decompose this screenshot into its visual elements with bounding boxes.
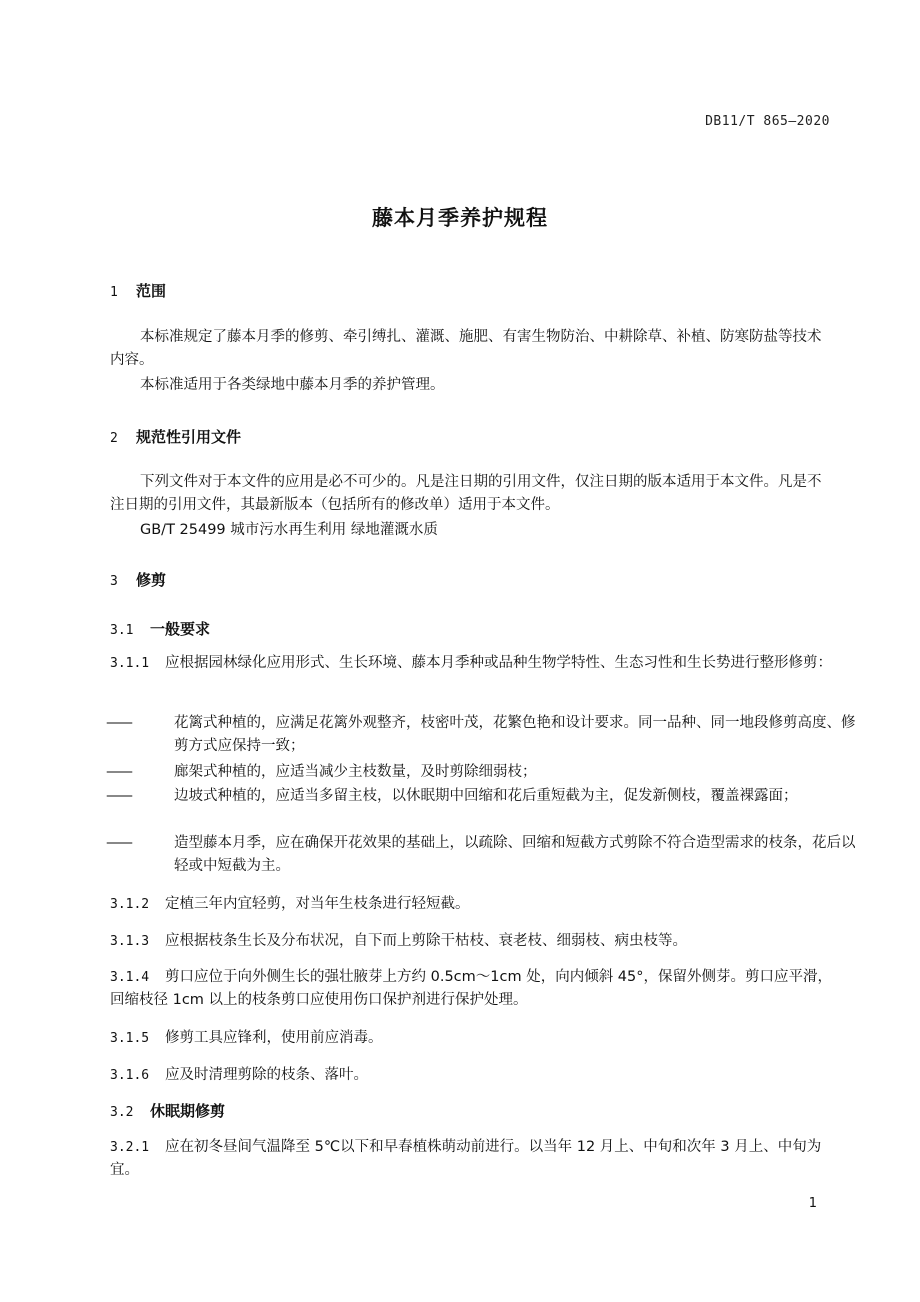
section-title: 规范性引用文件 xyxy=(136,428,242,446)
clause-3-1-2 xyxy=(110,893,832,916)
subsection-3-2-heading xyxy=(110,1100,225,1121)
clause-3-1-4 xyxy=(110,966,832,1012)
clause-text: 应根据园林绿化应用形式、生长环境、藤本月季种或品种生物学特性、生态习性和生长势进行整形修剪： xyxy=(165,655,832,671)
list-item-text: 廊架式种植的，应适当减少主枝数量，及时剪除细弱枝； xyxy=(174,764,537,780)
clause-number: 3.1.2 xyxy=(110,897,150,912)
section-number: 1 xyxy=(110,285,118,300)
dash-marker: —— xyxy=(106,835,131,851)
clause-3-1-5 xyxy=(110,1027,832,1050)
clause-3-1-3 xyxy=(110,930,832,953)
section-2-heading xyxy=(110,426,241,447)
dash-marker: —— xyxy=(106,764,131,780)
dash-marker: —— xyxy=(106,788,131,804)
section-1-paragraph-2: 本标准适用于各类绿地中藤本月季的养护管理。 xyxy=(140,377,445,393)
subsection-title: 休眠期修剪 xyxy=(150,1102,226,1120)
normative-reference: GB/T 25499 城市污水再生利用 绿地灌溉水质 xyxy=(140,522,438,538)
document-number: DB11/T 865—2020 xyxy=(705,114,830,129)
clause-text: 应根据枝条生长及分布状况，自下而上剪除干枯枝、衰老枝、细弱枝、病虫枝等。 xyxy=(165,933,687,949)
clause-text: 应及时清理剪除的枝条、落叶。 xyxy=(165,1067,368,1083)
clause-3-1-6 xyxy=(110,1064,832,1087)
section-title: 修剪 xyxy=(136,571,167,589)
clause-3-1-1 xyxy=(110,652,832,675)
section-number: 2 xyxy=(110,431,118,446)
subsection-3-1-heading xyxy=(110,618,210,639)
list-item-text: 造型藤本月季，应在确保开花效果的基础上，以疏除、回缩和短截方式剪除不符合造型需求的枝条，花后以轻或中短截为主。 xyxy=(174,835,856,874)
page-title: 藤本月季养护规程 xyxy=(372,206,548,230)
clause-number: 3.2.1 xyxy=(110,1140,150,1155)
section-2-paragraph-1: 下列文件对于本文件的应用是必不可少的。凡是注日期的引用文件，仅注日期的版本适用于本文件。凡是不注日期的引用文件，其最新版本（包括所有的修改单）适用于本文件。 xyxy=(110,474,822,513)
page-number: 1 xyxy=(808,1196,817,1211)
section-title: 范围 xyxy=(136,282,167,300)
dash-marker: —— xyxy=(106,715,131,731)
clause-number: 3.1.1 xyxy=(110,656,150,671)
list-item xyxy=(106,761,866,784)
list-item xyxy=(106,785,866,808)
clause-number: 3.1.6 xyxy=(110,1068,150,1083)
list-item-text: 边坡式种植的，应适当多留主枝，以休眠期中回缩和花后重短截为主，促发新侧枝，覆盖裸露面； xyxy=(174,788,798,804)
section-1-heading xyxy=(110,280,166,301)
clause-number: 3.1.3 xyxy=(110,934,150,949)
subsection-number: 3.1 xyxy=(110,623,134,638)
clause-text: 修剪工具应锋利，使用前应消毒。 xyxy=(165,1030,383,1046)
list-item xyxy=(106,712,866,758)
clause-text: 剪口应位于向外侧生长的强壮腋芽上方约 0.5cm～1cm 处，向内倾斜 45°，保留外侧芽。剪口应平滑，回缩枝径 1cm 以上的枝条剪口应使用伤口保护剂进行保护处理。 xyxy=(110,969,833,1008)
clause-number: 3.1.5 xyxy=(110,1031,150,1046)
subsection-number: 3.2 xyxy=(110,1105,134,1120)
clause-text: 应在初冬昼间气温降至 5℃以下和早春植株萌动前进行。以当年 12 月上、中旬和次年 3 月上、中旬为宜。 xyxy=(110,1139,822,1178)
clause-3-2-1 xyxy=(110,1136,832,1182)
section-3-heading xyxy=(110,569,166,590)
section-number: 3 xyxy=(110,574,118,589)
subsection-title: 一般要求 xyxy=(150,620,211,638)
clause-text: 定植三年内宜轻剪，对当年生枝条进行轻短截。 xyxy=(165,896,470,912)
list-item-text: 花篱式种植的，应满足花篱外观整齐，枝密叶茂，花繁色艳和设计要求。同一品种、同一地段修剪高度、修剪方式应保持一致； xyxy=(174,715,856,754)
clause-number: 3.1.4 xyxy=(110,970,150,985)
list-item xyxy=(106,832,866,878)
section-1-paragraph-1: 本标准规定了藤本月季的修剪、牵引缚扎、灌溉、施肥、有害生物防治、中耕除草、补植、防寒防盐等技术内容。 xyxy=(110,329,822,368)
